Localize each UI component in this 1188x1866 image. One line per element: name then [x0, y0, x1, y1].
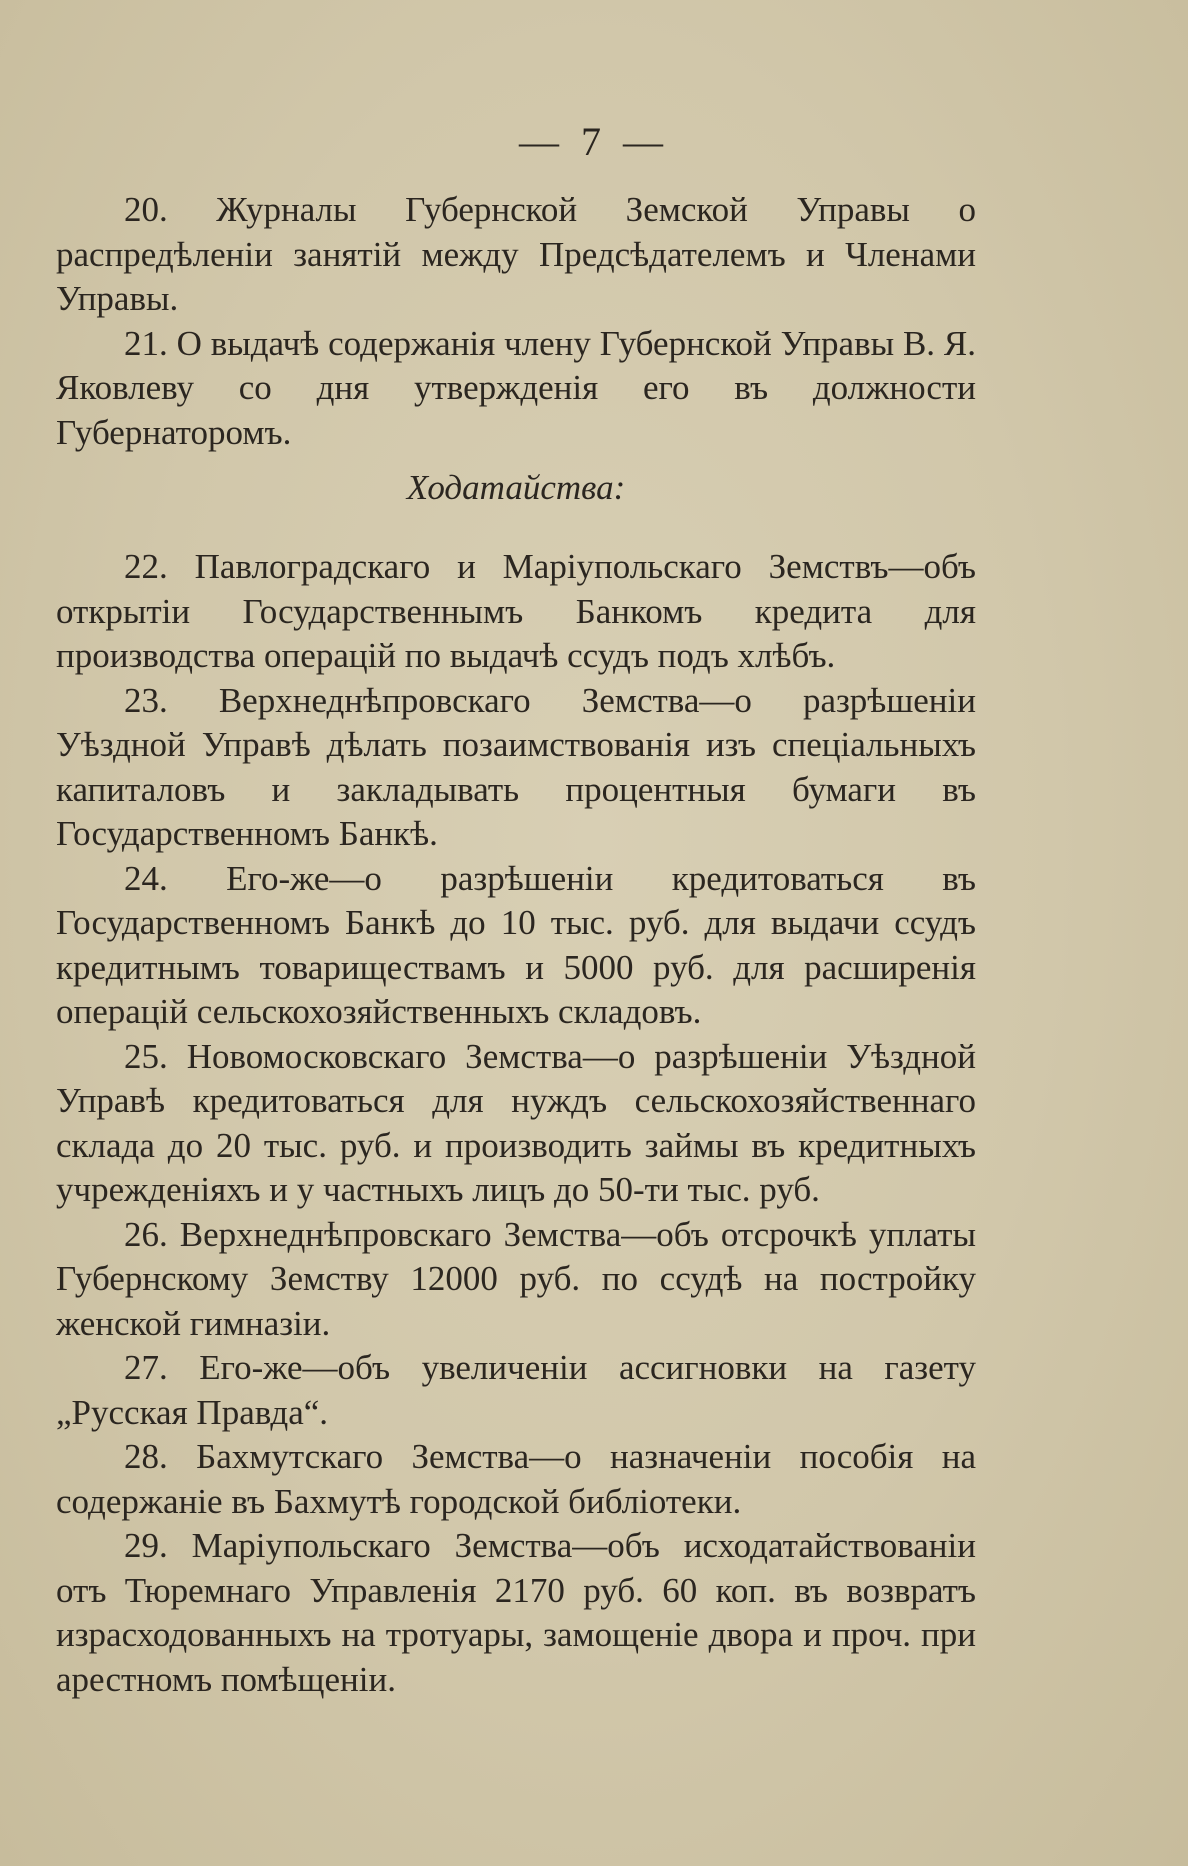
list-item-25: 25. Новомосковскаго Земства—о разрѣшеніи Уѣздной Управѣ кредитоваться для нуждъ сельскохозяйственнаго склада до 20 тыс. руб. и производить займы въ кредитныхъ учрежденіяхъ и у частныхъ лицъ до 50-ти тыс. руб.: [56, 1036, 976, 1209]
list-item-27: 27. Его-же—объ увеличеніи ассигновки на газету „Русская Правда“.: [56, 1348, 976, 1432]
list-item-21: 21. О выдачѣ содержанія члену Губернской Управы В. Я. Яковлеву со дня утвержденія его въ должности Губернаторомъ.: [56, 323, 976, 452]
document-body: [56, 188, 976, 1702]
list-item-26: 26. Верхнеднѣпровскаго Земства—объ отсрочкѣ уплаты Губернскому Земству 12000 руб. по ссудѣ на постройку женской гимназіи.: [56, 1214, 976, 1343]
list-item-20: 20. Журналы Губернской Земской Управы о распредѣленіи занятій между Предсѣдателемъ и Членами Управы.: [56, 190, 976, 318]
list-item-22: 22. Павлоградскаго и Маріупольскаго Земствъ—объ открытіи Государственнымъ Банкомъ кредита для производства операцій по выдачѣ ссудъ подъ хлѣбъ.: [56, 547, 976, 675]
list-item-29: 29. Маріупольскаго Земства—объ исходатайствованіи отъ Тюремнаго Управленія 2170 руб. 60 коп. въ возвратъ израсходованныхъ на тротуары, замощеніе двора и проч. при арестномъ помѣщеніи.: [56, 1526, 976, 1699]
list-item-23: 23. Верхнеднѣпровскаго Земства—о разрѣшеніи Уѣздной Управѣ дѣлать позаимствованія изъ спеціальныхъ капиталовъ и закладывать процентныя бумаги въ Государственномъ Банкѣ.: [56, 680, 976, 853]
list-item-24: 24. Его-же—о разрѣшеніи кредитоваться въ Государственномъ Банкѣ до 10 тыс. руб. для выдачи ссудъ кредитнымъ товариществамъ и 5000 руб. для расширенія операцій сельскохозяйственныхъ складовъ.: [56, 858, 976, 1031]
page-number: — 7 —: [519, 119, 669, 164]
list-item-28: 28. Бахмутскаго Земства—о назначеніи пособія на содержаніе въ Бахмутѣ городской библіотеки.: [56, 1437, 976, 1521]
section-heading: Ходатайства:: [406, 468, 626, 507]
